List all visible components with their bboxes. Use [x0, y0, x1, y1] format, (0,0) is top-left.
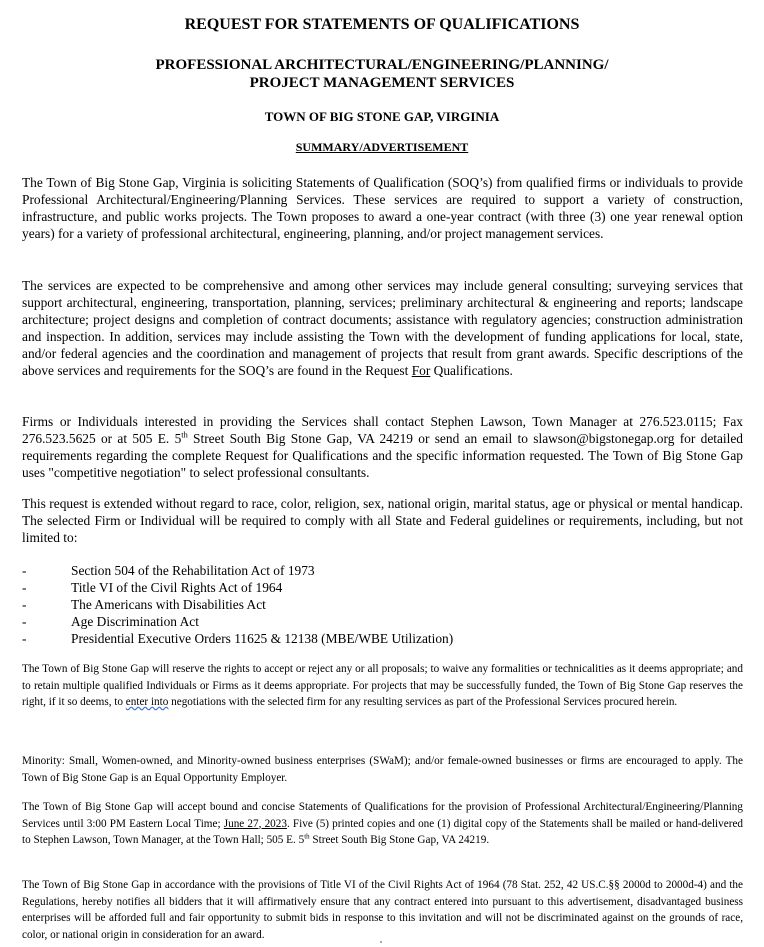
paragraph-deadline [22, 799, 743, 849]
list-item-text: Section 504 of the Rehabilitation Act of 1973 [71, 563, 315, 578]
paragraph-contact-end: Street South Big Stone Gap, VA 24219 or send an email to slawson@bigstonegap.org for detailed requirements regarding the complete Request for Qualifications and the specific information requested. The Town of Big Stone Gap uses "competitive negotiation" to select professional consultants. [22, 431, 743, 480]
list-item-text: Presidential Executive Orders 11625 & 12138 (MBE/WBE Utilization) [71, 631, 454, 646]
document-subtitle [0, 56, 764, 92]
list-item [22, 596, 743, 613]
list-item [22, 613, 743, 630]
list-dash: - [22, 631, 27, 646]
subtitle-line-2: PROJECT MANAGEMENT SERVICES [249, 75, 515, 91]
page-mark [380, 941, 382, 943]
paragraph-nondiscrimination: This request is extended without regard to race, color, religion, sex, national origin, marital status, age or physical or mental handicap. The selected Firm or Individual will be required to comply with all State and Federal guidelines or requirements, including, but not limited to: [22, 496, 743, 545]
spellcheck-enter-into: enter into [125, 696, 169, 708]
paragraph-deadline-mid: . Five (5) printed copies and one (1) digital copy of the Statements shall be mailed or hand-delivered to Stephen Lawson, Town Manager, at the Town Hall; 505 E. 5 [22, 817, 744, 846]
paragraph-contact-text: Firms or Individuals interested in providing the Services shall contact Stephen Lawson, Town Manager at 276.523.0115; Fax 276.523.5625 or at 505 E. 5 [22, 414, 743, 446]
paragraph-services-end: Qualifications. [430, 363, 513, 378]
underlined-for: For [411, 363, 431, 378]
superscript-th: th [304, 832, 310, 841]
section-heading: SUMMARY/ADVERTISEMENT [295, 140, 469, 154]
paragraph-rights [22, 661, 743, 711]
list-item [22, 579, 743, 596]
list-item [22, 562, 743, 579]
deadline-date: June 27, 2023 [223, 817, 287, 830]
paragraph-contact [22, 413, 743, 481]
superscript-th: th [181, 430, 188, 440]
paragraph-services [22, 277, 743, 379]
list-dash: - [22, 563, 27, 578]
list-item-text: Title VI of the Civil Rights Act of 1964 [71, 580, 283, 595]
paragraph-services-text: The services are expected to be comprehensive and among other services may include general consulting; surveying services that support architectural, engineering, transportation, planning, services; preliminary architectural & engineering and reports; landscape architecture; project designs and completion of contract documents; assistance with regulatory agencies; construction administration and inspection. In addition, services may include assisting the Town with the development of funding applications for local, state, and/or federal agencies and the coordination and management of projects that result from grant awards. Specific descriptions of the above services and requirements for the SOQ’s are found in the Request [22, 278, 743, 378]
list-item [22, 630, 743, 647]
paragraph-rights-end: negotiations with the selected firm for any resulting services as part of the Professional Services procured herein. [168, 696, 678, 708]
list-dash: - [22, 597, 27, 612]
paragraph-minority: Minority: Small, Women-owned, and Minority-owned business enterprises (SWaM); and/or female-owned businesses or firms are encouraged to apply. The Town of Big Stone Gap is an Equal Opportunity Employer. [22, 755, 743, 784]
list-dash: - [22, 614, 27, 629]
paragraph-title-vi: The Town of Big Stone Gap in accordance with the provisions of Title VI of the Civil Rights Act of 1964 (78 Stat. 252, 42 US.C.§§ 2000d to 2000d-4) and the Regulations, hereby notifies all bidders that it will affirmatively ensure that any contract entered into pursuant to this advertisement, disadvantaged business enterprises will be afforded full and fair opportunity to submit bids in response to this invitation and will not be discriminated against on the grounds of race, color, or national origin in consideration for an award. [22, 879, 743, 941]
paragraph-rights-text: The Town of Big Stone Gap will reserve the rights to accept or reject any or all proposals; to waive any formalities or technicalities as it deems appropriate; and to retain multiple qualified Individuals or Firms as it deems appropriate. For projects that may be successfully funded, the Town of Big Stone Gap reserves the right, if it so deems, to [22, 663, 743, 708]
document-title: REQUEST FOR STATEMENTS OF QUALIFICATIONS [184, 16, 580, 33]
subtitle-line-1: PROFESSIONAL ARCHITECTURAL/ENGINEERING/PLANNING/ [155, 57, 609, 73]
paragraph-deadline-end: Street South Big Stone Gap, VA 24219. [309, 834, 490, 846]
paragraph-intro: The Town of Big Stone Gap, Virginia is soliciting Statements of Qualification (SOQ’s) from qualified firms or individuals to provide Professional Architectural/Engineering/Planning Services. These services are required to support a variety of construction, infrastructure, and public works projects. The Town proposes to award a one-year contract (with three (3) one year renewal option years) for a variety of professional architectural, engineering, planning, and/or project management services. [22, 175, 743, 241]
requirements-list [22, 562, 743, 647]
list-item-text: The Americans with Disabilities Act [71, 597, 266, 612]
list-item-text: Age Discrimination Act [71, 614, 199, 629]
list-dash: - [22, 580, 27, 595]
town-heading: TOWN OF BIG STONE GAP, VIRGINIA [264, 109, 500, 124]
paragraph-deadline-text: The Town of Big Stone Gap will accept bound and concise Statements of Qualifications for the provision of Professional Architectural/Engineering/Planning Services until 3:00 PM Eastern Local Time; [22, 801, 743, 830]
